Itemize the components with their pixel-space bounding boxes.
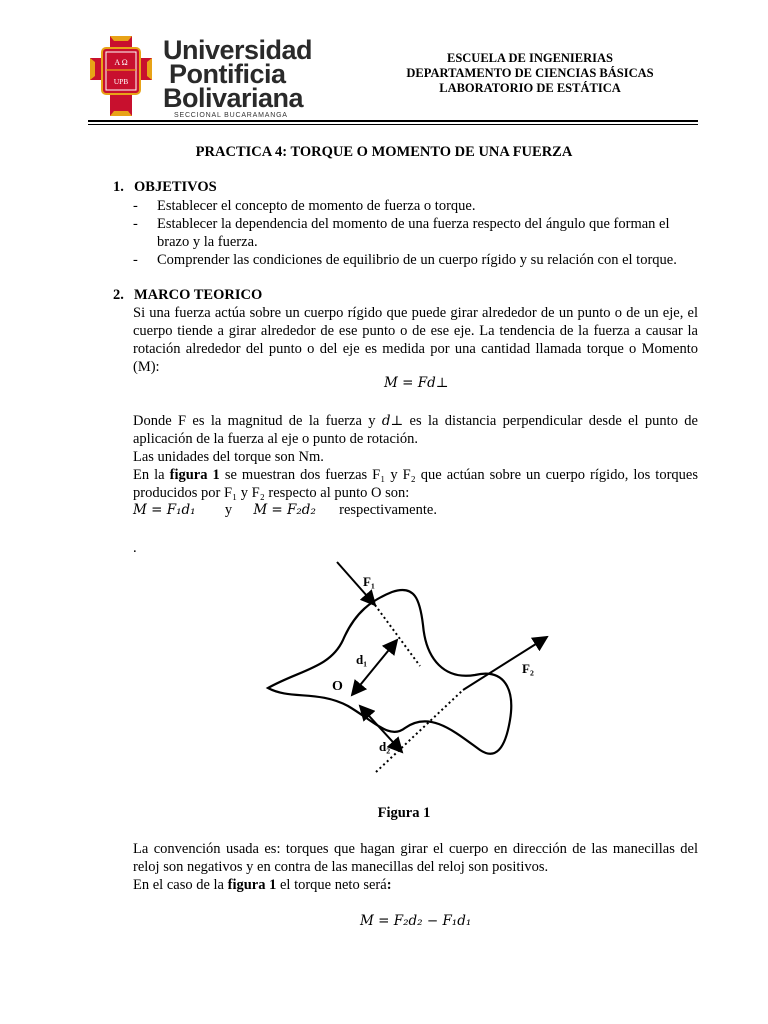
text-run: En la <box>133 467 170 483</box>
equation-net-torque: M = F₂d₂ − F₁d₁ <box>360 913 472 929</box>
theory-paragraph-1: Si una fuerza actúa sobre un cuerpo rígido que puede girar alrededor de un punto o de un eje, el cuerpo tiende a girar alrededor de ese punto o de ese eje. La tendencia de la fuerza a causar la rotación alrededor del punto o del eje es medida por una cantidad llamada torque o Momento (M): <box>133 305 698 375</box>
force-f1-line-of-action <box>375 605 420 666</box>
label-o: O <box>332 679 343 694</box>
logo-text-bottom: UPB <box>113 77 129 86</box>
text-run: : <box>386 877 392 893</box>
university-line-2: Pontificia <box>169 59 286 89</box>
header-rule-thin <box>88 124 698 125</box>
rigid-body-outline <box>268 590 511 754</box>
header-lab: LABORATORIO DE ESTÁTICA <box>439 81 621 95</box>
section-title: MARCO TEORICO <box>134 287 263 303</box>
distance-d1-arrow <box>352 640 397 695</box>
equation-m2: M = F₂d₂ <box>253 502 316 518</box>
symbol-d-perp: d⊥ <box>381 413 404 429</box>
objective-item: - Comprender las condiciones de equilibrio de un cuerpo rígido y su relación con el torque. <box>133 251 703 269</box>
objective-text: Establecer la dependencia del momento de una fuerza respecto del ángulo que forman el brazo y la fuerza. <box>157 216 670 250</box>
logo-text-top: A Ω <box>114 58 128 67</box>
figure-caption: Figura 1 <box>377 805 431 821</box>
logo-crest-icon <box>90 36 152 116</box>
header-school: ESCUELA DE INGENIERIAS <box>446 51 614 65</box>
convention-paragraph: La convención usada es: torques que hagan girar el cuerpo en dirección de las manecillas del reloj son negativos y en contra de las manecillas del reloj son positivos. <box>133 841 698 875</box>
section-heading-objetivos <box>113 179 217 196</box>
theory-paragraph-units: Las unidades del torque son Nm. <box>133 449 324 465</box>
objective-item: - Establecer el concepto de momento de fuerza o torque. <box>133 197 703 215</box>
objective-text: Establecer el concepto de momento de fuerza o torque. <box>157 198 476 214</box>
section-title: OBJETIVOS <box>134 179 217 195</box>
equation-tail: respectivamente. <box>339 502 437 518</box>
net-torque-paragraph <box>133 876 698 894</box>
text-run: En el caso de la <box>133 877 228 893</box>
objective-item: - Establecer la dependencia del momento de una fuerza respecto del ángulo que forman el brazo y la fuerza. <box>133 215 703 251</box>
text-run: el torque neto será <box>276 877 387 893</box>
seccional-label: SECCIONAL BUCARAMANGA <box>174 112 288 119</box>
theory-paragraph-2 <box>133 412 698 448</box>
label-d2: d₂ <box>379 739 391 754</box>
text-run: Donde F es la magnitud de la fuerza y <box>133 413 382 429</box>
label-d1: d₁ <box>356 652 368 667</box>
header-department: DEPARTAMENTO DE CIENCIAS BÁSICAS <box>406 66 654 80</box>
section-heading-marco-teorico <box>113 287 262 304</box>
equation-m1: M = F₁d₁ <box>133 502 196 518</box>
header-block <box>390 51 670 96</box>
section-number: 2. <box>113 287 124 303</box>
university-line-3: Bolivariana <box>163 83 304 113</box>
section-number: 1. <box>113 179 124 195</box>
university-name <box>163 35 313 113</box>
text-run: es la distancia perpendicular desde el punto de aplicación de la fuerza al eje o punto de rotación. <box>133 413 698 447</box>
figure-reference: figura 1 <box>169 467 220 483</box>
text-run: se muestran dos fuerzas F₁ y F₂ que actúan sobre un cuerpo rígido, los torques producidos por F₁ y F₂ respecto al punto O son: <box>133 467 698 501</box>
equation-line-torques <box>133 502 693 519</box>
header-rule-thick <box>88 120 698 122</box>
university-line-1: Universidad <box>163 35 313 65</box>
stray-dot: . <box>133 540 137 556</box>
objective-text: Comprender las condiciones de equilibrio de un cuerpo rígido y su relación con el torque. <box>157 252 677 268</box>
figure-reference: figura 1 <box>227 877 277 893</box>
equation-torque: M = Fd⊥ <box>384 375 449 391</box>
page-title: PRACTICA 4: TORQUE O MOMENTO DE UNA FUERZA <box>195 144 573 160</box>
equation-conjunction: y <box>224 502 233 518</box>
label-f1: F₁ <box>363 574 375 589</box>
theory-paragraph-figure-ref <box>133 466 698 502</box>
figure-1-diagram <box>250 550 570 780</box>
label-f2: F₂ <box>522 661 534 676</box>
